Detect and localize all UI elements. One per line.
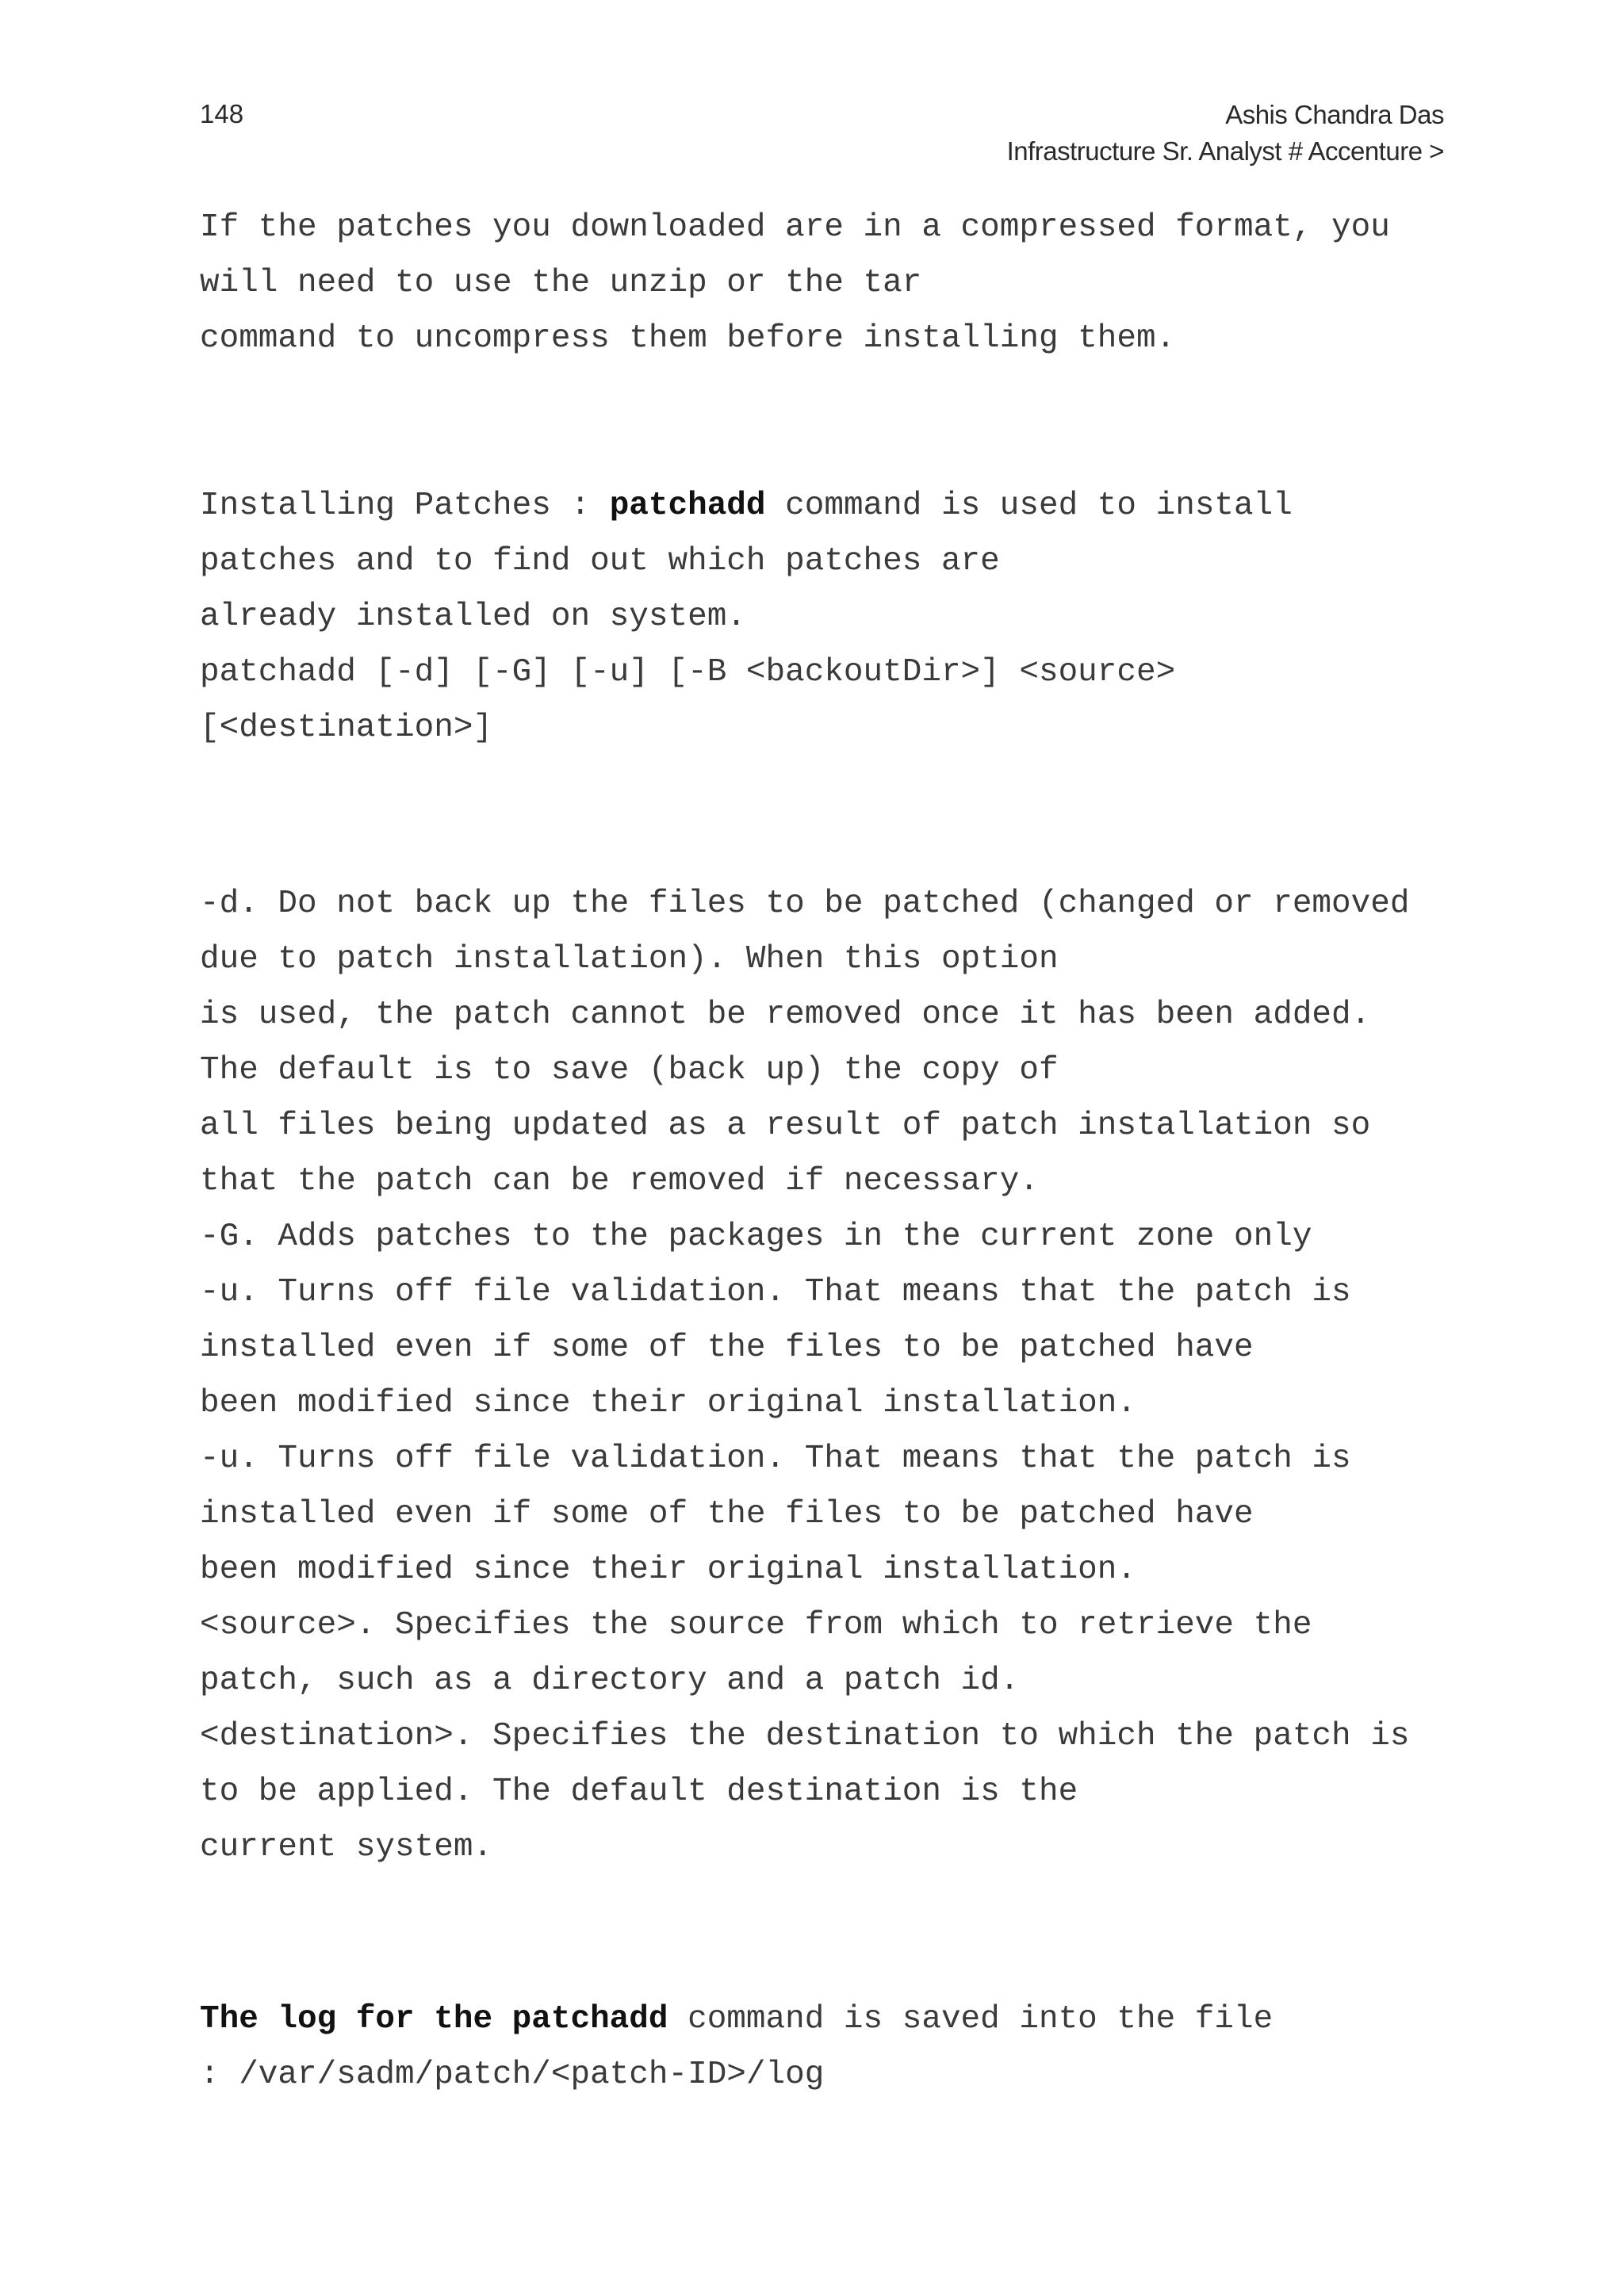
log-paragraph bbox=[200, 1992, 1484, 2103]
text-line: to be applied. The default destination is the bbox=[200, 1774, 1078, 1810]
text-line: patch, such as a directory and a patch id. bbox=[200, 1663, 1020, 1699]
page-number: 148 bbox=[200, 99, 244, 128]
log-heading-line bbox=[200, 1992, 1484, 2047]
text-line: will need to use the unzip or the tar bbox=[200, 265, 922, 301]
text-line: current system. bbox=[200, 1829, 493, 1866]
options-paragraph bbox=[200, 876, 1484, 1875]
text-line: installed even if some of the files to be patched have bbox=[200, 1496, 1254, 1533]
page-header bbox=[1007, 97, 1444, 170]
text-line: The default is to save (back up) the copy of bbox=[200, 1052, 1059, 1089]
text-line: due to patch installation). When this option bbox=[200, 941, 1059, 978]
command-syntax-line: [<destination>] bbox=[200, 710, 493, 746]
text-line: -u. Turns off file validation. That means that the patch is bbox=[200, 1274, 1351, 1311]
text-line: patches and to find out which patches are bbox=[200, 543, 1000, 580]
text-line: been modified since their original installation. bbox=[200, 1385, 1136, 1422]
text-line: installed even if some of the files to be patched have bbox=[200, 1330, 1254, 1366]
heading-prefix: Installing Patches : bbox=[200, 488, 610, 524]
header-role: Infrastructure Sr. Analyst # Accenture > bbox=[1006, 136, 1444, 166]
command-syntax-line: patchadd [-d] [-G] [-u] [-B <backoutDir>] <source> bbox=[200, 654, 1176, 691]
text-line: -d. Do not back up the files to be patched (changed or removed bbox=[200, 886, 1410, 922]
text-line: If the patches you downloaded are in a compressed format, you bbox=[200, 209, 1390, 246]
log-rest-text: command is saved into the file bbox=[668, 2001, 1274, 2038]
heading-suffix: command is used to install bbox=[765, 488, 1293, 524]
text-line: is used, the patch cannot be removed once it has been added. bbox=[200, 997, 1371, 1033]
text-line: been modified since their original installation. bbox=[200, 1552, 1136, 1588]
header-author: Ashis Chandra Das bbox=[1225, 100, 1444, 129]
installing-patches-paragraph bbox=[200, 478, 1484, 756]
text-line: all files being updated as a result of patch installation so bbox=[200, 1108, 1371, 1144]
text-line: <destination>. Specifies the destination to which the patch is bbox=[200, 1718, 1410, 1755]
log-path-line: : /var/sadm/patch/<patch-ID>/log bbox=[200, 2057, 825, 2093]
installing-heading-line bbox=[200, 478, 1484, 534]
text-line: <source>. Specifies the source from which to retrieve the bbox=[200, 1607, 1312, 1644]
text-line: -G. Adds patches to the packages in the current zone only bbox=[200, 1219, 1312, 1255]
patchadd-command-bold: patchadd bbox=[609, 488, 766, 524]
log-bold-text: The log for the patchadd bbox=[200, 2001, 668, 2038]
intro-paragraph bbox=[200, 200, 1484, 366]
text-line: command to uncompress them before installing them. bbox=[200, 320, 1176, 357]
text-line: already installed on system. bbox=[200, 599, 746, 635]
text-line: -u. Turns off file validation. That means that the patch is bbox=[200, 1441, 1351, 1477]
text-line: that the patch can be removed if necessary. bbox=[200, 1163, 1039, 1200]
